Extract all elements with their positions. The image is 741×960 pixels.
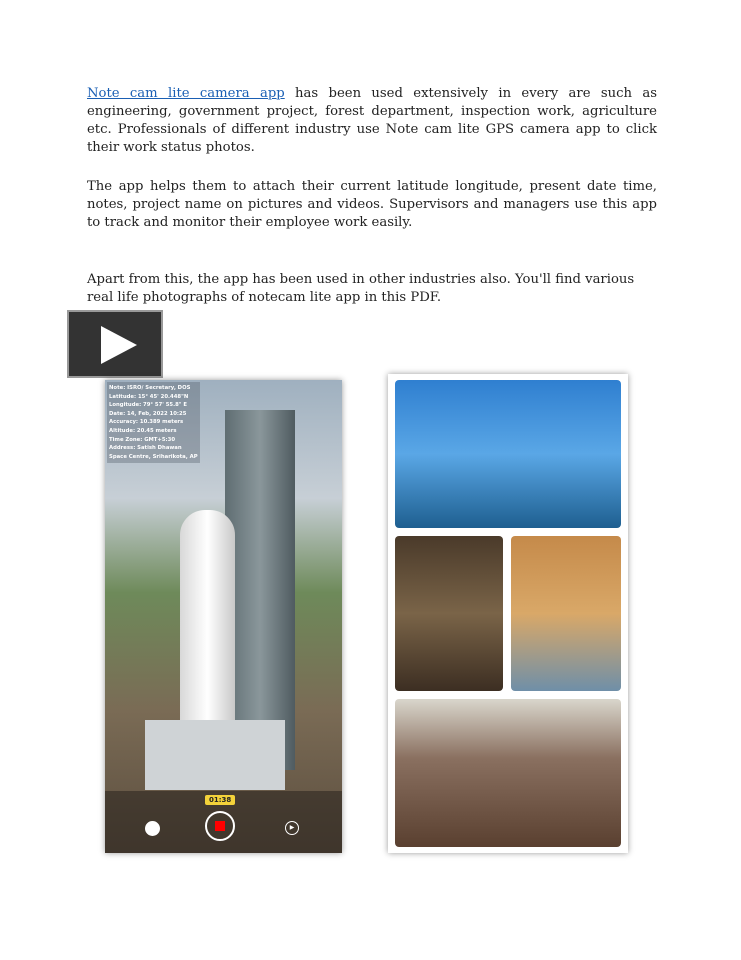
stamp-line: Altitude: 20.45 meters — [109, 427, 177, 434]
paragraph-industries: Apart from this, the app has been used in other industries also. You'll find various real life photographs of notecam lite app in this PDF. — [87, 272, 635, 305]
play-icon — [101, 326, 137, 364]
rocket — [180, 510, 235, 740]
gps-stamp-overlay — [107, 382, 200, 463]
paragraph-intro — [87, 85, 657, 157]
stamp-line: Address: Satish Dhawan — [109, 445, 182, 452]
stamp-line: Latitude: 15° 45' 20.448"N — [109, 393, 189, 400]
notecam-link[interactable]: Note cam lite camera app — [87, 86, 285, 101]
gallery-play-icon: ▶ — [285, 821, 299, 835]
stamp-line: Accuracy: 10.389 meters — [109, 419, 184, 426]
record-button — [205, 811, 235, 841]
intro-text: has been used extensively in every are such as engineering, government project, forest department, inspection work, agriculture etc. Professionals of different industry use Note cam lite GPS camera app to click their work status photos. — [87, 86, 657, 155]
launch-pad — [145, 720, 285, 790]
rocket-launch-photo — [105, 380, 342, 853]
man-on-tree-photo — [511, 536, 621, 691]
stamp-line: Time Zone: GMT+5:30 — [109, 436, 176, 443]
stamp-line: Note: ISRO/ Secretary, DOS — [109, 385, 191, 391]
camera-controls-bar — [105, 791, 342, 853]
tree-buddha-photo — [395, 536, 503, 691]
stop-icon — [215, 821, 225, 831]
photo-shutter-button — [145, 821, 160, 836]
launch-tower — [225, 410, 295, 770]
video-play-button[interactable] — [67, 310, 163, 378]
stamp-line: Longitude: 79° 57' 55.8" E — [109, 402, 188, 409]
recording-timer: 01:38 — [205, 795, 235, 805]
stamp-line: Space Centre, Sriharikota, AP — [109, 453, 198, 460]
paragraph-features: The app helps them to attach their current latitude longitude, present date time, notes, project name on pictures and videos. Supervisors and managers use this app to track and monitor their employee work easily. — [87, 179, 657, 230]
firefighter-photo — [395, 699, 621, 847]
photo-collage — [388, 374, 628, 853]
water-slide-photo — [395, 380, 621, 528]
stamp-line: Date: 14, Feb, 2022 10:25 — [109, 410, 187, 417]
